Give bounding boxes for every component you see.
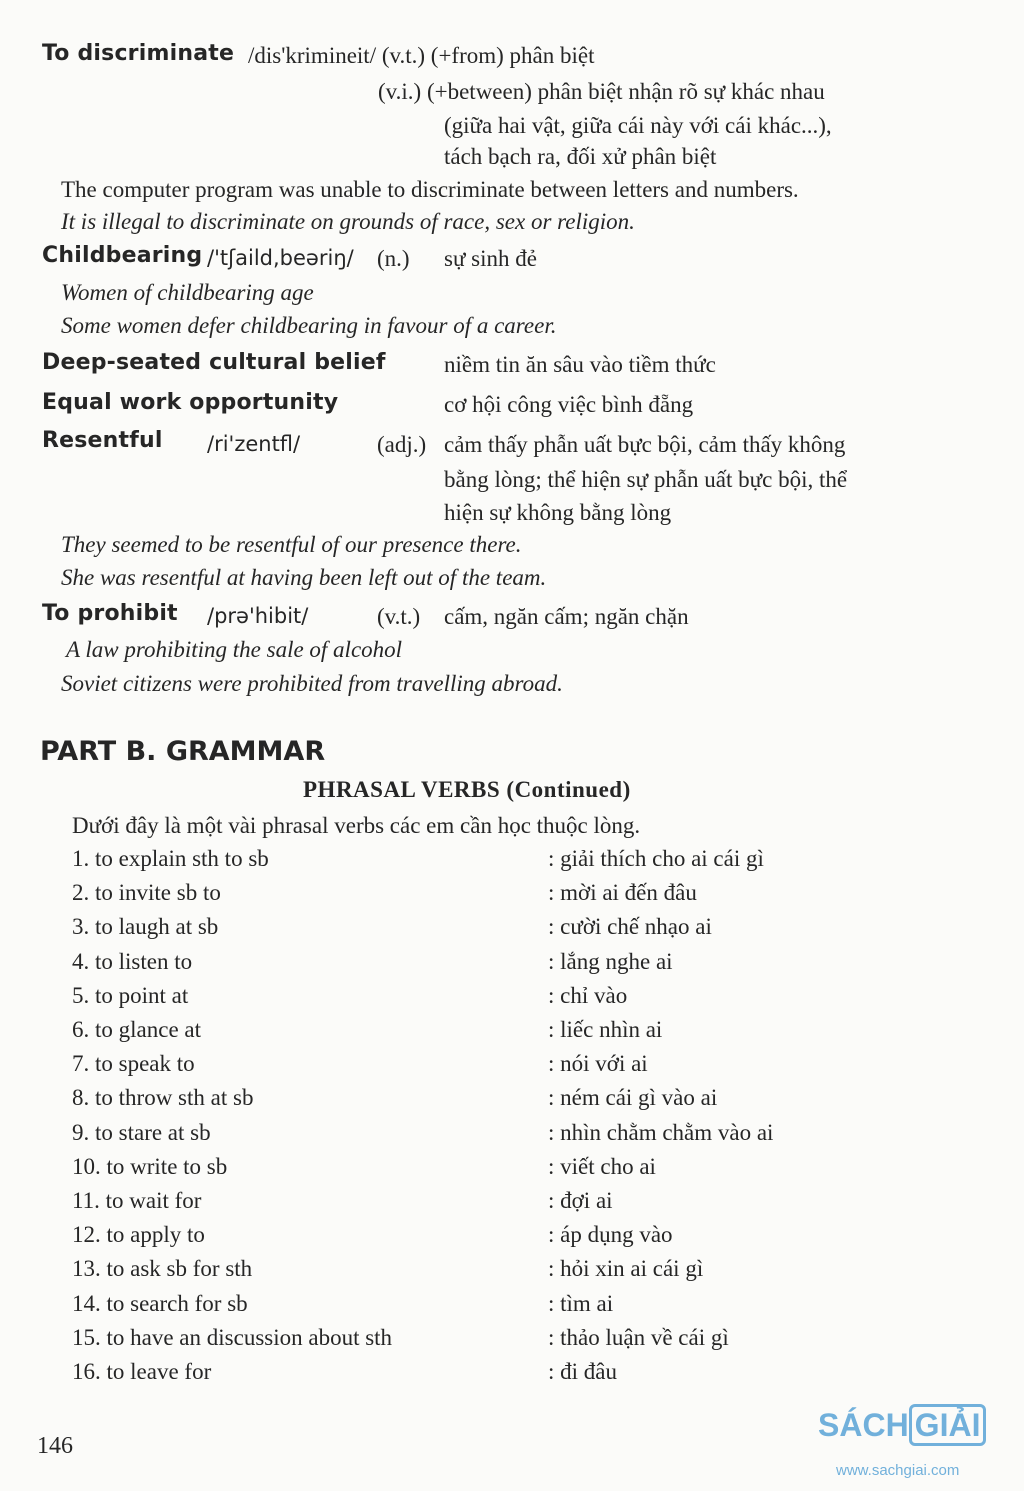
phrasal-verb: 3. to laugh at sb (72, 914, 219, 939)
prohibit-ipa: /prə'hibit/ (207, 604, 309, 628)
discriminate-definition-line3: (giữa hai vật, giữa cái này với cái khác...), (444, 113, 832, 138)
childbearing-pos: (n.) (377, 246, 410, 271)
phrasal-verb: 13. to ask sb for sth (72, 1256, 253, 1281)
phrasal-verb-meaning: : cười chế nhạo ai (548, 914, 712, 939)
prohibit-example-1: A law prohibiting the sale of alcohol (66, 637, 403, 662)
childbearing-example-1: Women of childbearing age (61, 280, 314, 305)
phrasal-verb-meaning: : chỉ vào (548, 983, 628, 1008)
phrasal-verb: 14. to search for sb (72, 1291, 248, 1316)
phrasal-verb-meaning: : áp dụng vào (548, 1222, 673, 1247)
phrasal-verbs-intro: Dưới đây là một vài phrasal verbs các em cần học thuộc lòng. (72, 813, 641, 838)
headword-resentful: Resentful (42, 428, 163, 453)
phrasal-verb-meaning: : mời ai đến đâu (548, 880, 697, 905)
phrasal-verb-meaning: : hỏi xin ai cái gì (548, 1256, 704, 1281)
equal-work-meaning: cơ hội công việc bình đẵng (444, 392, 694, 417)
deep-seated-meaning: niềm tin ăn sâu vào tiềm thức (444, 352, 716, 377)
resentful-meaning-line1: cảm thấy phẫn uất bực bội, cảm thấy không (444, 432, 846, 457)
phrasal-verb: 1. to explain sth to sb (72, 846, 269, 871)
phrasal-verbs-heading: PHRASAL VERBS (Continued) (303, 777, 631, 802)
headword-equal-work: Equal work opportunity (42, 390, 339, 415)
phrasal-verb-meaning: : nói với ai (548, 1051, 648, 1076)
watermark-logo (818, 1404, 986, 1446)
phrasal-verb: 5. to point at (72, 983, 189, 1008)
phrasal-verb: 9. to stare at sb (72, 1120, 211, 1145)
phrasal-verb: 15. to have an discussion about sth (72, 1325, 393, 1350)
phrasal-verb: 12. to apply to (72, 1222, 205, 1247)
phrasal-verb-meaning: : đi đâu (548, 1359, 617, 1384)
phrasal-verb-meaning: : lắng nghe ai (548, 949, 673, 974)
phrasal-verb: 2. to invite sb to (72, 880, 221, 905)
resentful-pos: (adj.) (377, 432, 427, 457)
phrasal-verb: 16. to leave for (72, 1359, 212, 1384)
phrasal-verb-meaning: : viết cho ai (548, 1154, 656, 1179)
phrasal-verb-meaning: : tìm ai (548, 1291, 614, 1316)
prohibit-meaning: cấm, ngăn cấm; ngăn chặn (444, 604, 689, 629)
phrasal-verb: 7. to speak to (72, 1051, 195, 1076)
headword-discriminate: To discriminate (42, 41, 235, 66)
phrasal-verb-meaning: : nhìn chằm chằm vào ai (548, 1120, 774, 1145)
phrasal-verb: 6. to glance at (72, 1017, 202, 1042)
phrasal-verb-meaning: : ném cái gì vào ai (548, 1085, 718, 1110)
headword-childbearing: Childbearing (42, 243, 203, 268)
phrasal-verb-meaning: : giải thích cho ai cái gì (548, 846, 764, 871)
prohibit-example-2: Soviet citizens were prohibited from travelling abroad. (61, 671, 563, 696)
discriminate-definition-line2: (v.i.) (+between) phân biệt nhận rõ sự khác nhau (378, 79, 825, 104)
headword-deep-seated: Deep-seated cultural belief (42, 350, 386, 375)
part-b-heading: PART B. GRAMMAR (40, 736, 326, 767)
page-number: 146 (37, 1433, 73, 1459)
childbearing-meaning: sự sinh đẻ (444, 246, 537, 271)
childbearing-example-2: Some women defer childbearing in favour of a career. (61, 313, 557, 338)
phrasal-verb-meaning: : đợi ai (548, 1188, 613, 1213)
phrasal-verb: 10. to write to sb (72, 1154, 228, 1179)
childbearing-ipa: /'tʃaild,beəriŋ/ (207, 246, 354, 270)
discriminate-definition-line4: tách bạch ra, đối xử phân biệt (444, 144, 717, 169)
phrasal-verb: 11. to wait for (72, 1188, 202, 1213)
phrasal-verb: 8. to throw sth at sb (72, 1085, 254, 1110)
phrasal-verb-meaning: : thảo luận về cái gì (548, 1325, 729, 1350)
discriminate-example-1: The computer program was unable to discriminate between letters and numbers. (61, 177, 799, 202)
watermark-word-1: SÁCH (818, 1407, 909, 1443)
resentful-example-1: They seemed to be resentful of our presence there. (61, 532, 522, 557)
watermark-url: www.sachgiai.com (836, 1462, 960, 1479)
discriminate-definition-line1: /dis'krimineit/ (v.t.) (+from) phân biệt (248, 43, 595, 68)
resentful-meaning-line3: hiện sự không bằng lòng (444, 500, 672, 525)
resentful-ipa: /ri'zentfl/ (207, 432, 301, 456)
phrasal-verb: 4. to listen to (72, 949, 193, 974)
watermark-word-2: GIẢI (909, 1404, 987, 1446)
resentful-meaning-line2: bằng lòng; thể hiện sự phẫn uất bực bội, thể (444, 467, 848, 492)
discriminate-example-2: It is illegal to discriminate on grounds of race, sex or religion. (61, 209, 635, 234)
resentful-example-2: She was resentful at having been left out of the team. (61, 565, 547, 590)
prohibit-pos: (v.t.) (377, 604, 421, 629)
phrasal-verb-meaning: : liếc nhìn ai (548, 1017, 663, 1042)
headword-prohibit: To prohibit (42, 601, 178, 626)
